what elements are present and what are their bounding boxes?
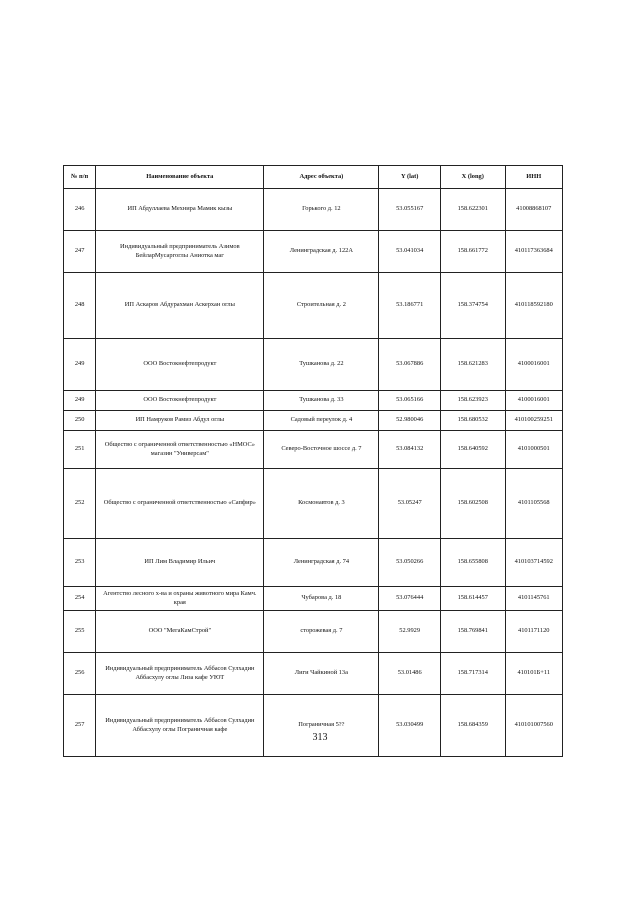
cell-lat: 53.076444 (379, 587, 441, 611)
table-row (64, 653, 563, 695)
cell-name: Общество с ограниченной ответственностью «Сапфир» (96, 469, 264, 539)
cell-address: Горького д. 12 (264, 189, 379, 231)
table-row (64, 587, 563, 611)
cell-inn: 4101171120 (505, 611, 563, 653)
cell-long: 158.602508 (441, 469, 505, 539)
cell-name: Общество с ограниченной ответственностью «НМОС» магазин "Универсам" (96, 431, 264, 469)
header-inn: ИНН (505, 166, 563, 189)
cell-address: Северо-Восточное шоссе д. 7 (264, 431, 379, 469)
objects-table (63, 165, 563, 757)
cell-name: ИП Намруков Рамиз Абдул оглы (96, 411, 264, 431)
table-row (64, 273, 563, 339)
table-row (64, 189, 563, 231)
cell-name: ИП Аскаров Абдурахман Аскерхан оглы (96, 273, 264, 339)
cell-num: 248 (64, 273, 96, 339)
cell-lat: 53.067886 (379, 339, 441, 391)
cell-long: 158.684359 (441, 695, 505, 757)
cell-lat: 53.01486 (379, 653, 441, 695)
cell-lat: 53.065166 (379, 391, 441, 411)
cell-name: Агентство лесного х-ва и охраны животного мира Камч. края (96, 587, 264, 611)
cell-inn: 4100016001 (505, 339, 563, 391)
table-body (64, 189, 563, 757)
cell-name: Индивидуальный предприниматель Аббасов Сулхадин Аббасхулу оглы Пограничная кафе (96, 695, 264, 757)
cell-address: Садовый переулок д. 4 (264, 411, 379, 431)
header-address: Адрес объекта) (264, 166, 379, 189)
cell-num: 254 (64, 587, 96, 611)
cell-long: 158.640592 (441, 431, 505, 469)
cell-num: 249 (64, 391, 96, 411)
cell-inn: 41008868107 (505, 189, 563, 231)
cell-address: Чубарова д. 18 (264, 587, 379, 611)
cell-inn: 410101Б+11 (505, 653, 563, 695)
cell-address: Ленинградская д. 74 (264, 539, 379, 587)
cell-lat: 53.055167 (379, 189, 441, 231)
cell-lat: 53.05247 (379, 469, 441, 539)
header-name: Наименование объекта (96, 166, 264, 189)
cell-long: 158.717314 (441, 653, 505, 695)
cell-num: 252 (64, 469, 96, 539)
cell-name: ИП Абдуллаева Мехнира Мамик кызы (96, 189, 264, 231)
table-row (64, 611, 563, 653)
cell-lat: 52.9929 (379, 611, 441, 653)
cell-address: Пограничная 5?? (264, 695, 379, 757)
table-row (64, 539, 563, 587)
cell-address: Строительная д. 2 (264, 273, 379, 339)
cell-long: 158.374754 (441, 273, 505, 339)
cell-name: ООО Востокнефтепродукт (96, 391, 264, 411)
table-row (64, 411, 563, 431)
cell-name: ООО Востокнефтепродукт (96, 339, 264, 391)
cell-inn: 410100259251 (505, 411, 563, 431)
cell-inn: 4101145761 (505, 587, 563, 611)
table-row (64, 391, 563, 411)
cell-num: 255 (64, 611, 96, 653)
cell-inn: 4101000501 (505, 431, 563, 469)
cell-long: 158.680532 (441, 411, 505, 431)
cell-address: Ленинградская д. 122А (264, 231, 379, 273)
cell-long: 158.661772 (441, 231, 505, 273)
cell-inn: 410101007560 (505, 695, 563, 757)
cell-num: 257 (64, 695, 96, 757)
cell-lat: 53.050266 (379, 539, 441, 587)
cell-inn: 410117363684 (505, 231, 563, 273)
cell-inn: 410103714592 (505, 539, 563, 587)
cell-lat: 53.186771 (379, 273, 441, 339)
cell-name: Индивидуальный предприниматель Аббасов Сулхадин Аббасхулу оглы Лиза кафе УЮТ (96, 653, 264, 695)
cell-num: 251 (64, 431, 96, 469)
cell-address: Лиги Чайкиной 13а (264, 653, 379, 695)
cell-lat: 53.030499 (379, 695, 441, 757)
cell-address: сторожевая д. 7 (264, 611, 379, 653)
cell-lat: 53.084132 (379, 431, 441, 469)
cell-num: 247 (64, 231, 96, 273)
header-num: № п/п (64, 166, 96, 189)
table-row (64, 695, 563, 757)
cell-inn: 4100016001 (505, 391, 563, 411)
cell-address: Космонавтов д. 3 (264, 469, 379, 539)
cell-lat: 53.041034 (379, 231, 441, 273)
cell-address: Тушканова д. 22 (264, 339, 379, 391)
page-number: 313 (312, 732, 328, 743)
cell-num: 253 (64, 539, 96, 587)
cell-name: ИП Лим Владимир Ильич (96, 539, 264, 587)
cell-address: Тушканова д. 33 (264, 391, 379, 411)
cell-inn: 4101105568 (505, 469, 563, 539)
cell-num: 249 (64, 339, 96, 391)
cell-inn: 410118592180 (505, 273, 563, 339)
header-long: X (long) (441, 166, 505, 189)
cell-long: 158.655808 (441, 539, 505, 587)
table-row (64, 469, 563, 539)
cell-name: Индивидуальный предприниматель Азимов БейларМусаргоглы Аниотка маг (96, 231, 264, 273)
cell-name: ООО "МегаКамСтрой" (96, 611, 264, 653)
cell-long: 158.769841 (441, 611, 505, 653)
header-lat: Y (lat) (379, 166, 441, 189)
table-header-row (64, 166, 563, 189)
cell-num: 256 (64, 653, 96, 695)
cell-long: 158.621283 (441, 339, 505, 391)
table-row (64, 231, 563, 273)
cell-long: 158.623923 (441, 391, 505, 411)
table-row (64, 339, 563, 391)
cell-long: 158.614457 (441, 587, 505, 611)
cell-long: 158.622301 (441, 189, 505, 231)
table-row (64, 431, 563, 469)
cell-lat: 52.980046 (379, 411, 441, 431)
cell-num: 246 (64, 189, 96, 231)
cell-num: 250 (64, 411, 96, 431)
